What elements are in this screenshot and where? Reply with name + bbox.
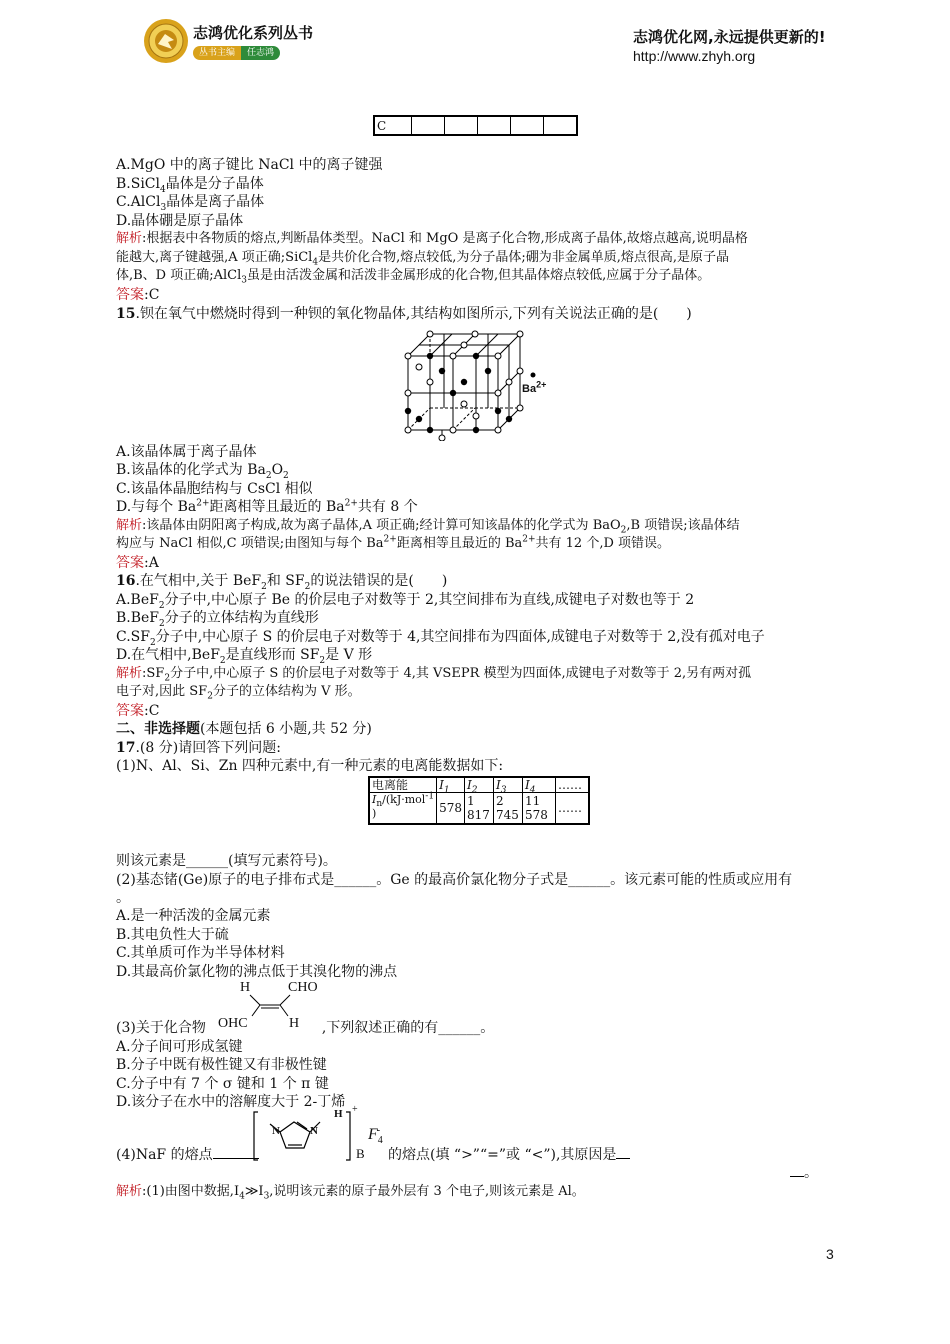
imidazolium-bf4-structure [252, 1104, 392, 1166]
ion-b: B [356, 1146, 365, 1161]
q15-option-d: D.与每个 $Ba^{2+}$距离相等且最近的 $Ba^{2+}$共有 8 个 [116, 498, 418, 515]
q17-part4-end: 。 [790, 1164, 818, 1182]
q15-answer: 答案:A [116, 555, 159, 571]
q14-option-a: A.MgO 中的离子键比 NaCl 中的离子键强 [116, 157, 383, 173]
q17-part4: (4)NaF 的熔点 [116, 1146, 259, 1164]
q15-option-a: A.该晶体属于离子晶体 [116, 444, 257, 460]
table-header-cell: $I_1$ [437, 777, 465, 793]
q16-analysis-line2: 电子对,因此 $SF_2$分子的立体结构为 V 形。 [116, 684, 361, 702]
table-cell: …… [555, 793, 589, 825]
q17-part2-option-d: D.其最高价氯化物的沸点低于其溴化物的沸点 [116, 964, 398, 980]
q17-part2-option-b: B.其电负性大于硫 [116, 927, 229, 943]
q14-option-b: B.SiCl$_4$晶体是分子晶体 [116, 176, 264, 195]
q15-analysis: 解析:该晶体由阴阳离子构成,故为离子晶体,A 项正确;经计算可知该晶体的化学式为 BaO$_2$,B 项错误;该晶体结 [116, 518, 740, 536]
q15-option-c: C.该晶体晶胞结构与 CsCl 相似 [116, 481, 313, 497]
table-cell [511, 116, 544, 135]
q14-analysis: 解析:根据表中各物质的熔点,判断晶体类型。NaCl 和 MgO 是离子化合物,形成离子晶体,故熔点越高,说明晶格 [116, 231, 748, 246]
editor-tag [193, 46, 280, 60]
table-cell [445, 116, 478, 135]
q17-part1-answer: 则该元素是______(填写元素符号)。 [116, 853, 337, 869]
header [0, 0, 950, 80]
series-logo [143, 18, 189, 64]
editor-name: 任志鸿 [241, 46, 280, 60]
q14-analysis-line2: 能越大,离子键越强,A 项正确;SiCl$_4$是共价化合物,熔点较低,为分子晶体;硼为非金属单质,熔点很高,是原子晶 [116, 250, 729, 268]
table-cell: 11 578 [522, 793, 555, 825]
q15-option-b: B.该晶体的化学式为 $Ba_2O_2$ [116, 462, 289, 481]
table-header-cell: …… [555, 777, 589, 793]
header-url[interactable]: http://www.zhyh.org [633, 48, 756, 64]
ion-n-right: N [310, 1125, 318, 1137]
q14-option-d: D.晶体硼是原子晶体 [116, 213, 244, 229]
q15-stem: 15.钡在氧气中燃烧时得到一种钡的氧化物晶体,其结构如图所示,下列有关说法正确的是( ) [116, 306, 692, 322]
formula-h-top: H [240, 980, 251, 995]
table-cell [544, 116, 578, 135]
formula-ohc: OHC [218, 1016, 248, 1031]
q17-part3-option-c: C.分子中有 7 个 σ 键和 1 个 π 键 [116, 1076, 329, 1092]
header-slogan: 志鸿优化网,永远提供更新的! [633, 28, 826, 46]
series-title: 志鸿优化系列丛书 [193, 24, 314, 42]
ion-f: $F_4^-$ [368, 1124, 383, 1147]
q16-option-c: $C.SF_2$分子中,中心原子 S 的价层电子对数等于 4,其空间排布为四面体,成键电子对数等于 2,没有孤对电子 [116, 629, 765, 648]
q17-part1: (1)N、Al、Si、Zn 四种元素中,有一种元素的电离能数据如下: [116, 758, 504, 774]
q14-option-c: C.AlCl$_3$晶体是离子晶体 [116, 194, 265, 213]
formula-cho: CHO [288, 980, 318, 995]
q17-part3: (3)关于化合物 ,下列叙述正确的有______。 [116, 1020, 495, 1036]
q16-analysis: 解析$:SF_2$分子中,中心原子 S 的价层电子对数等于 4,其 VSEPR 模型为四面体,成键电子对数等于 2,另有两对孤 [116, 666, 752, 684]
q17-part2-option-a: A.是一种活泼的金属元素 [116, 908, 271, 924]
q17-part2-option-c: C.其单质可作为半导体材料 [116, 945, 285, 961]
q14-answer: 答案:C [116, 287, 160, 303]
table-cell: 1 817 [464, 793, 493, 825]
q16-stem: 16.在气相中,关于 BeF$_2$和 $SF_2$的说法错误的是( ) [116, 573, 448, 592]
table-cell: 578 [437, 793, 465, 825]
melting-point-table-fragment [373, 115, 578, 136]
q17-part3-option-d: D.该分子在水中的溶解度大于 2-丁烯 [116, 1094, 346, 1110]
q16-option-b: B.BeF$_2$分子的立体结构为直线形 [116, 610, 319, 629]
ba-ion-legend: $Ba^{2+}$ [522, 379, 547, 395]
q17-part2: (2)基态锗(Ge)原子的电子排布式是______。Ge 的最高价氯化物分子式是______。该元素可能的性质或应用有 [116, 872, 793, 888]
table-header-cell: $I_3$ [493, 777, 522, 793]
q17-part4-cont: 的熔点(填 “>”“=”或 “<”),其原因是 [388, 1146, 630, 1164]
table-row [369, 777, 589, 793]
q16-option-d: D.在气相中,BeF$_2$是直线形而 $SF_2$是 V 形 [116, 647, 373, 666]
q17-part3-option-a: A.分子间可形成氢键 [116, 1039, 243, 1055]
table-cell [478, 116, 511, 135]
table-cell: C [374, 116, 412, 135]
table-header-cell: $I_2$ [464, 777, 493, 793]
q14-analysis-line3: 体,B、D 项正确;AlCl$_3$虽是由活泼金属和活泼非金属形成的化合物,但其晶体熔点较低,应属于分子晶体。 [116, 268, 711, 286]
q17-part3-option-b: B.分子中既有极性键又有非极性键 [116, 1057, 327, 1073]
ion-h: H [334, 1108, 343, 1120]
page-number: 3 [826, 1246, 834, 1262]
crystal-structure-figure [400, 326, 560, 441]
section-title: 二、非选择题(本题包括 6 小题,共 52 分) [116, 721, 372, 737]
table-cell [412, 116, 445, 135]
q17-analysis: 解析:(1)由图中数据$,I_4≫I_3$,说明该元素的原子最外层有 3 个电子,则该元素是 Al。 [116, 1184, 585, 1202]
q17-stem: 17.(8 分)请回答下列问题: [116, 740, 281, 756]
ion-charge: + [352, 1104, 358, 1115]
q16-option-a: A.BeF$_2$分子中,中心原子 Be 的价层电子对数等于 2,其空间排布为直线,成键电子对数也等于 2 [116, 592, 695, 611]
table-cell: 2 745 [493, 793, 522, 825]
ion-n-left: N [272, 1125, 280, 1137]
formula-h-bottom: H [289, 1016, 300, 1031]
table-row-label: $I_n/(kJ\cdot mol^{-1}$ ) [369, 793, 437, 825]
table-row [369, 793, 589, 825]
editor-tag-label: 丛书主编 [193, 46, 241, 60]
q15-analysis-line2: 构应与 NaCl 相似,C 项错误;由图知与每个 $Ba^{2+}$距离相等且最近的 $Ba^{2+}$共有 12 个,D 项错误。 [116, 534, 671, 551]
table-header-cell: 电离能 [369, 777, 437, 793]
ionization-energy-table [368, 776, 590, 825]
q16-answer: 答案:C [116, 703, 160, 719]
q17-part2-cont: 。 [116, 890, 130, 906]
table-header-cell: $I_4$ [522, 777, 555, 793]
